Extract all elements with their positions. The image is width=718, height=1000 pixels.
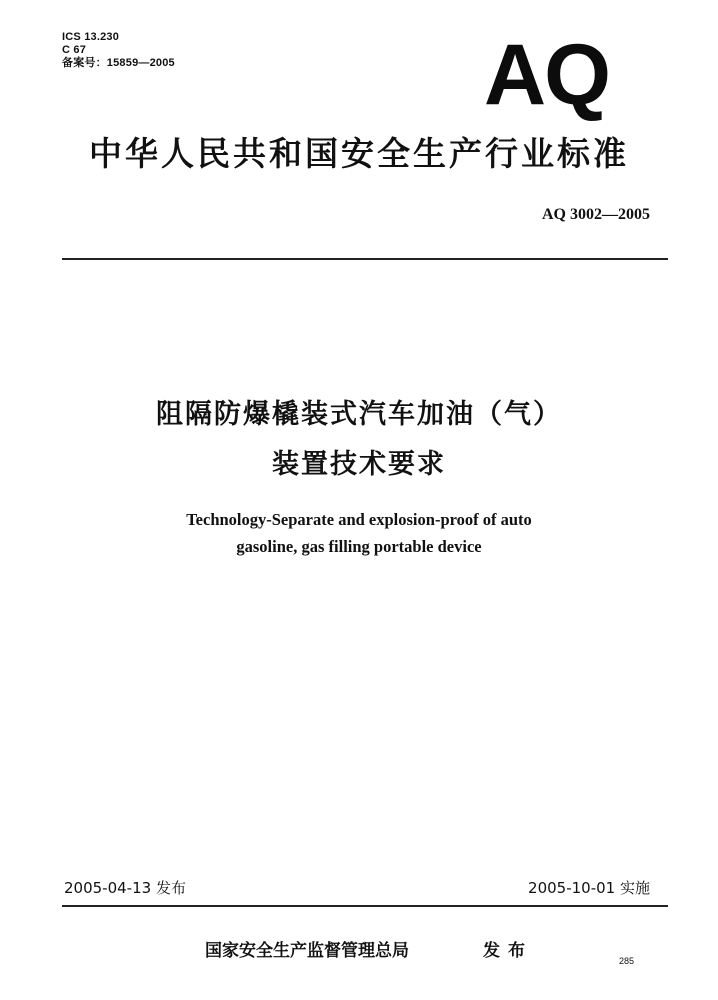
footer-divider: [62, 905, 668, 907]
cn-title-line-2: 装置技术要求: [272, 449, 446, 480]
publisher: 国家安全生产监督管理总局: [205, 941, 409, 961]
ics-code: ICS 13.230: [62, 31, 120, 43]
en-title-line-2: gasoline, gas filling portable device: [236, 537, 482, 556]
standard-category-title: 中华人民共和国安全生产行业标准: [89, 134, 629, 173]
filing-number: 备案号：15859—2005: [62, 57, 175, 69]
issue-label: 发布: [483, 941, 533, 961]
standard-number: AQ 3002—2005: [542, 206, 650, 223]
en-title-line-1: Technology-Separate and explosion-proof of auto: [186, 510, 532, 529]
page-number: 285: [619, 956, 635, 966]
issue-date: 2005-04-13 发布: [64, 879, 186, 897]
aq-logo: AQ: [484, 27, 609, 123]
ccs-code: C 67: [62, 44, 87, 56]
header-divider: [62, 258, 668, 260]
cn-title-line-1: 阻隔防爆橇装式汽车加油（气）: [156, 399, 562, 430]
effective-date: 2005-10-01 实施: [528, 879, 650, 897]
